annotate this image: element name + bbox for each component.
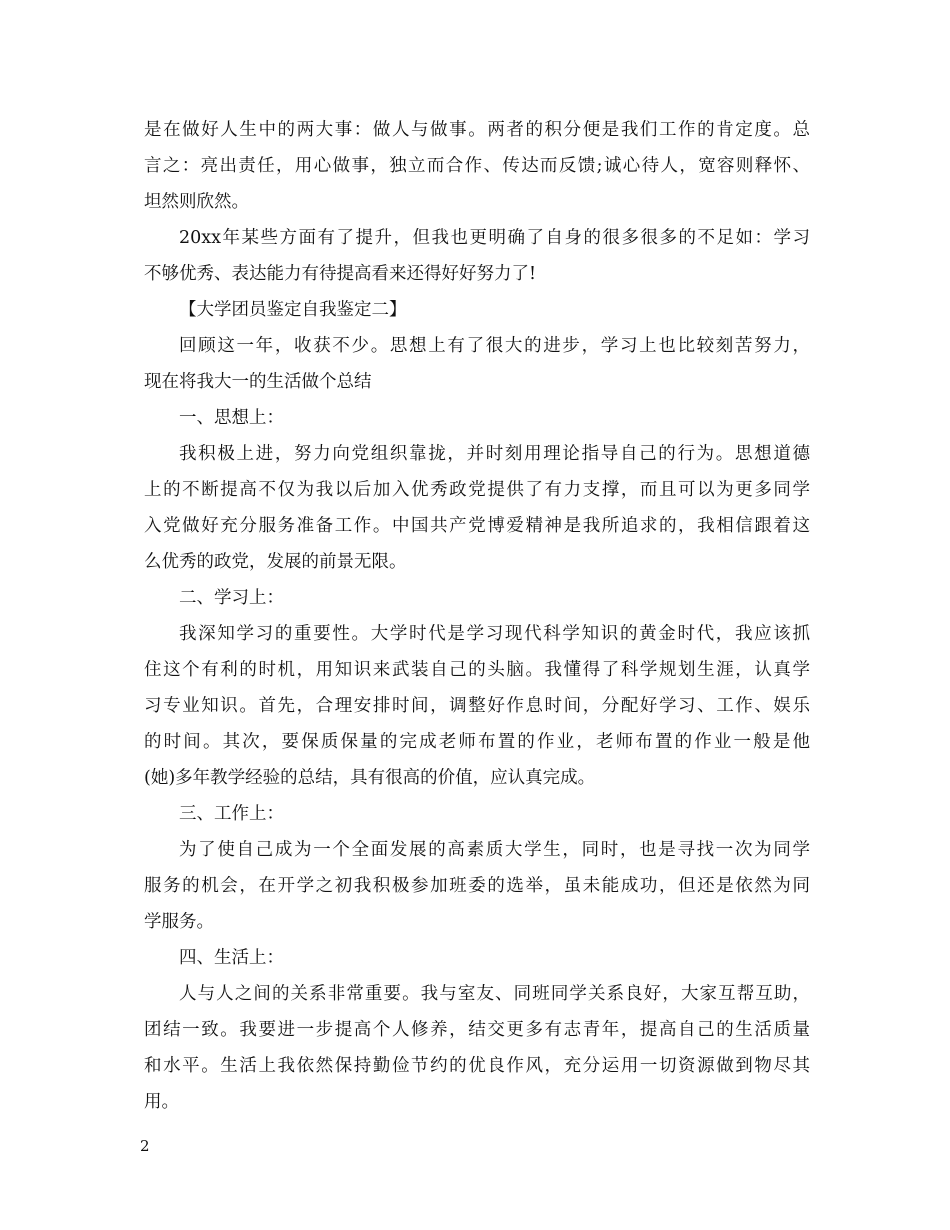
text-line: 不够优秀、表达能力有待提高看来还得好好努力了! — [144, 264, 537, 284]
text-line: 我深知学习的重要性。大学时代是学习现代科学知识的黄金时代，我应该抓 — [179, 624, 810, 644]
text-line: 为了使自己成为一个全面发展的高素质大学生，同时，也是寻找一次为同学 — [179, 840, 810, 860]
text-line: 【大学团员鉴定自我鉴定二】 — [179, 300, 407, 320]
document-body — [144, 112, 810, 1120]
text-line: 坦然则欣然。 — [144, 192, 249, 212]
text-line: 回顾这一年，收获不少。思想上有了很大的进步，学习上也比较刻苦努力， — [179, 336, 810, 356]
text-line: 三、工作上： — [179, 804, 284, 824]
text-line: 服务的机会，在开学之初我积极参加班委的选举，虽未能成功，但还是依然为同 — [144, 876, 810, 896]
text-line: 习专业知识。首先，合理安排时间，调整好作息时间，分配好学习、工作、娱乐 — [144, 696, 810, 716]
text-line: 人与人之间的关系非常重要。我与室友、同班同学关系良好，大家互帮互助， — [179, 984, 810, 1004]
text-line: (她)多年教学经验的总结，具有很高的价值，应认真完成。 — [144, 768, 596, 788]
text-line: 我积极上进，努力向党组织靠拢，并时刻用理论指导自己的行为。思想道德 — [179, 444, 810, 464]
text-line: 一、思想上： — [179, 408, 284, 428]
page-number: 2 — [140, 1137, 150, 1155]
text-line: 的时间。其次，要保质保量的完成老师布置的作业，老师布置的作业一般是他 — [144, 732, 810, 752]
text-line: 上的不断提高不仅为我以后加入优秀政党提供了有力支撑，而且可以为更多同学 — [144, 480, 810, 500]
text-line: 住这个有利的时机，用知识来武装自己的头脑。我懂得了科学规划生涯，认真学 — [144, 660, 810, 680]
text-line: 团结一致。我要进一步提高个人修养，结交更多有志青年，提高自己的生活质量 — [144, 1020, 810, 1040]
text-line: 么优秀的政党，发展的前景无限。 — [144, 552, 407, 572]
text-line: 现在将我大一的生活做个总结 — [144, 372, 372, 392]
text-line: 二、学习上： — [179, 588, 284, 608]
text-line: 言之：亮出责任，用心做事，独立而合作、传达而反馈;诚心待人，宽容则释怀、 — [144, 156, 810, 176]
text-line: 用。 — [144, 1092, 179, 1112]
text-line: 20xx年某些方面有了提升，但我也更明确了自身的很多很多的不足如：学习 — [179, 228, 810, 248]
text-line: 和水平。生活上我依然保持勤俭节约的优良作风，充分运用一切资源做到物尽其 — [144, 1056, 810, 1076]
text-line: 学服务。 — [144, 912, 214, 932]
text-line: 四、生活上： — [179, 948, 284, 968]
text-line: 是在做好人生中的两大事：做人与做事。两者的积分便是我们工作的肯定度。总 — [144, 120, 810, 140]
text-line: 入党做好充分服务准备工作。中国共产党博爱精神是我所追求的，我相信跟着这 — [144, 516, 810, 536]
